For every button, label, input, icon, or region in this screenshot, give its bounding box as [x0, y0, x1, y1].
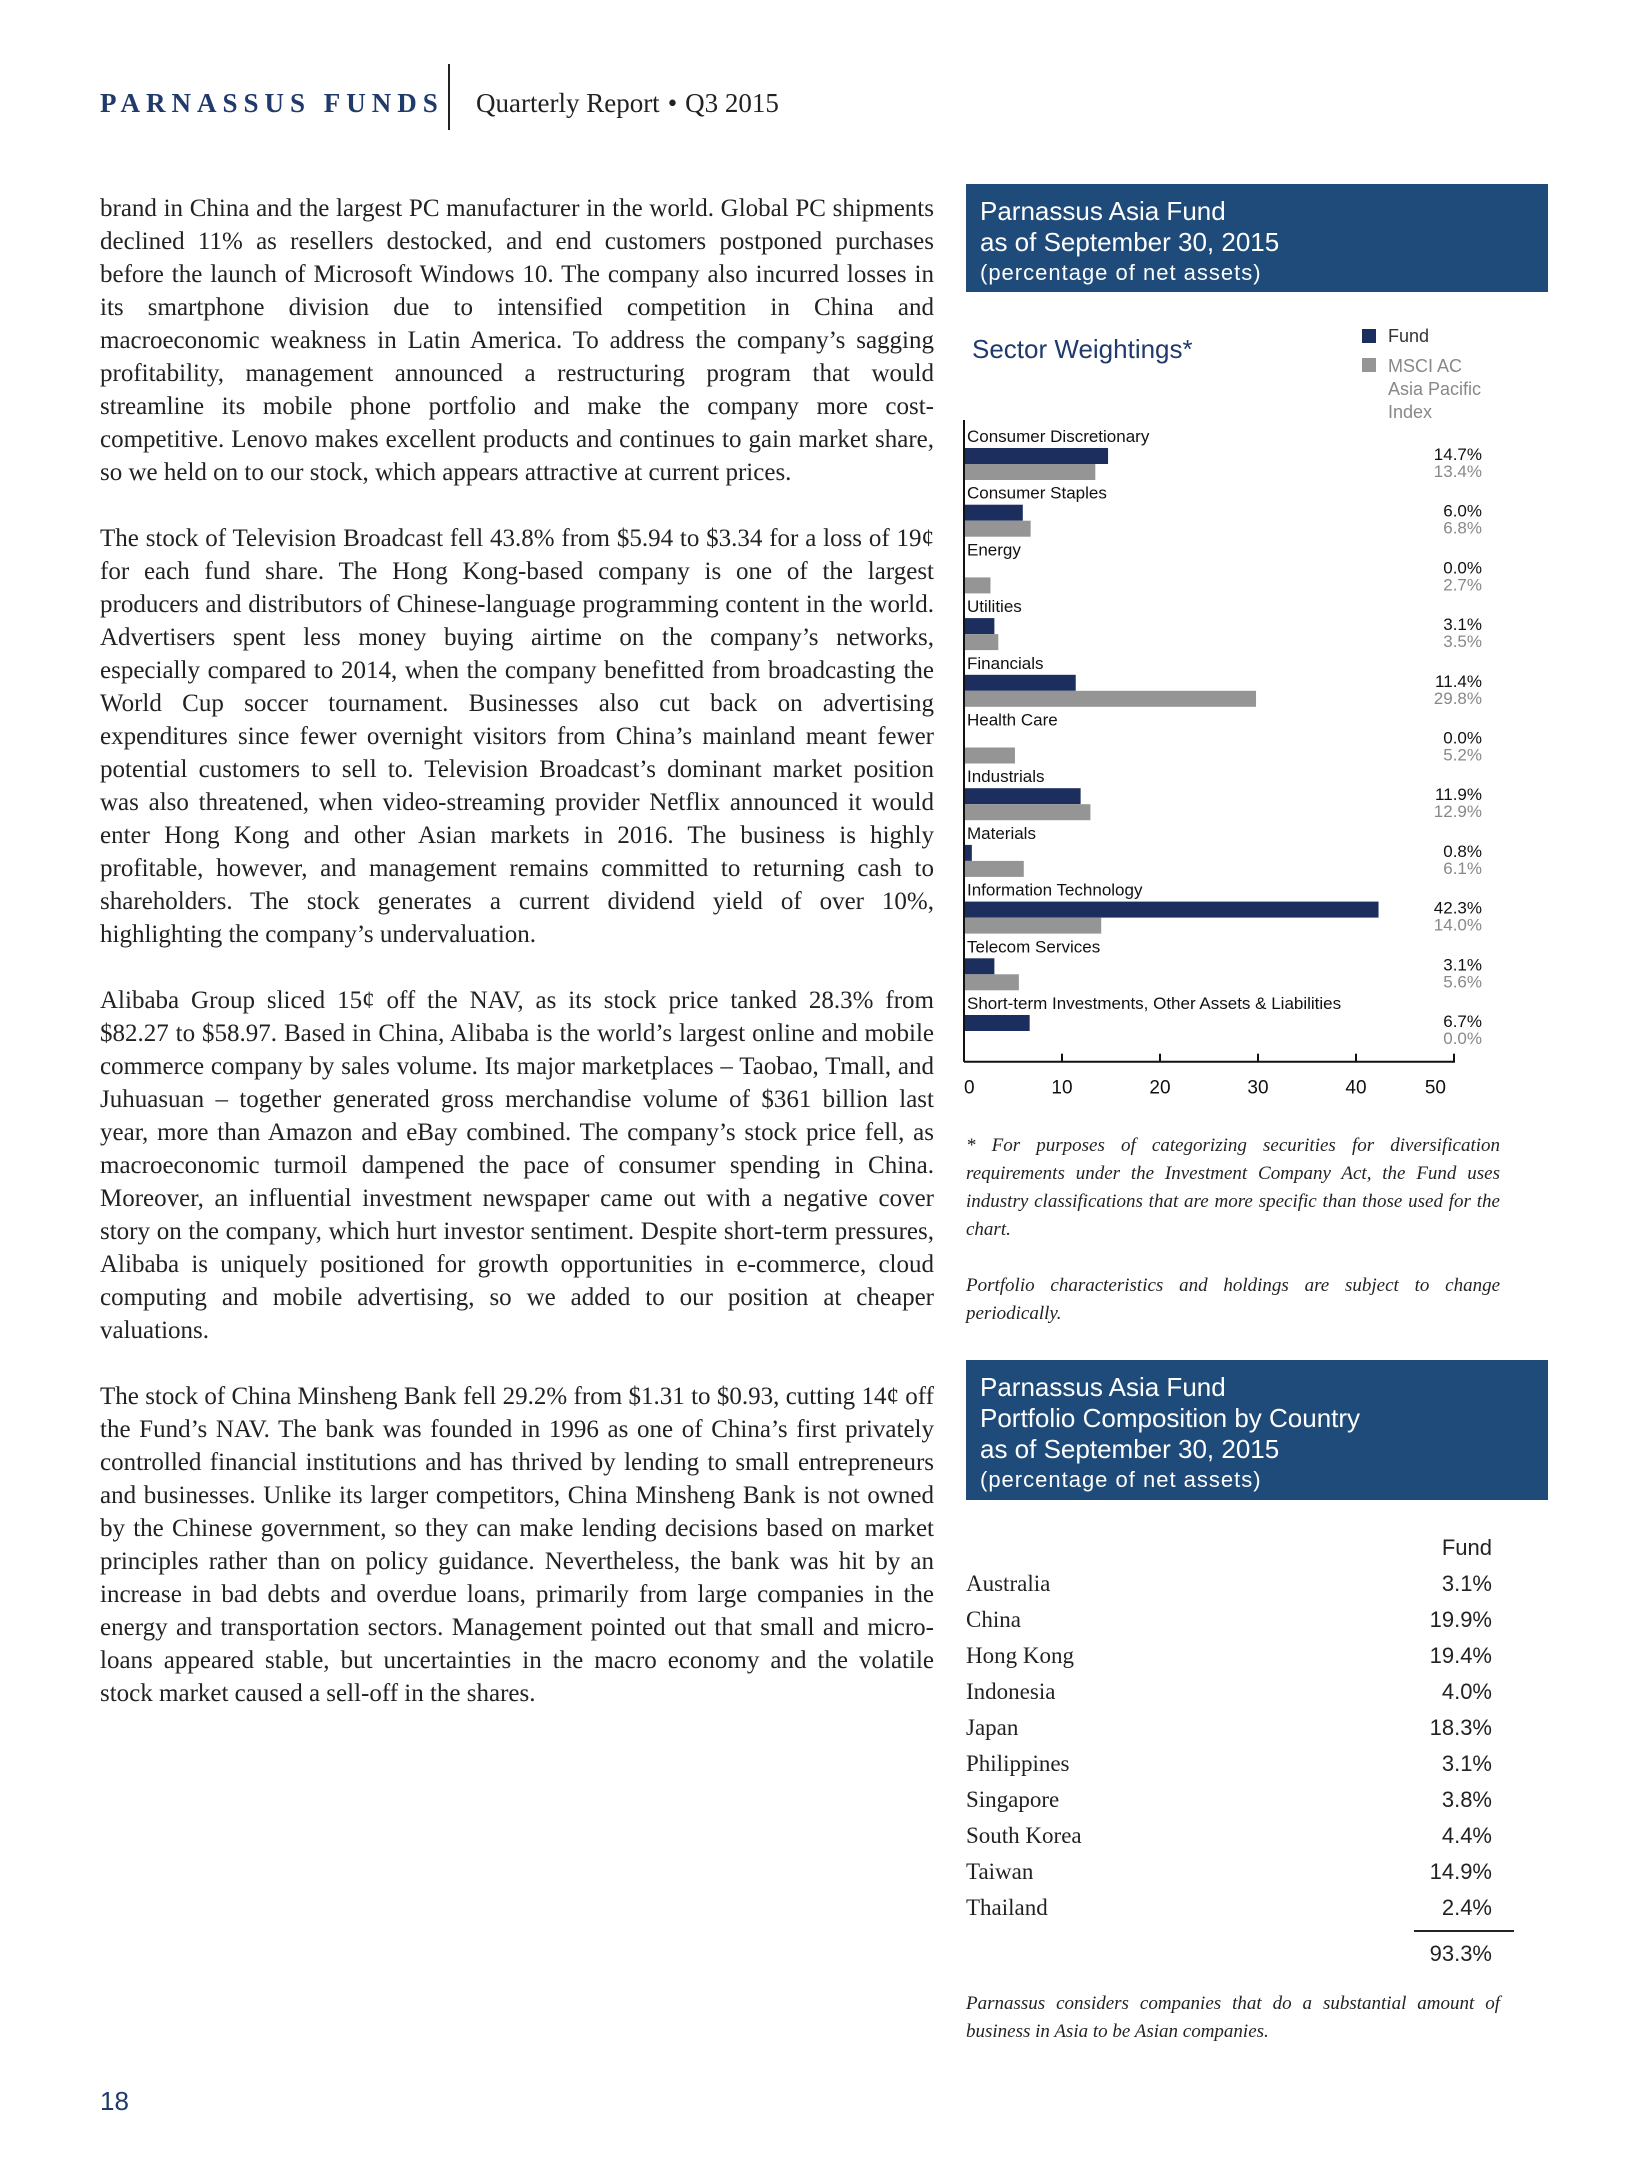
country-value: 19.4%	[1429, 1643, 1492, 1668]
table-row	[966, 1746, 1514, 1782]
x-tick-label: 50	[1424, 1077, 1446, 1098]
country-value: 18.3%	[1429, 1715, 1492, 1740]
report-title	[476, 88, 779, 119]
table-header-fund: Fund	[1441, 1535, 1492, 1560]
country-value: 14.9%	[1429, 1859, 1492, 1884]
country-name: China	[966, 1607, 1021, 1632]
value-label-fund: 6.7%	[1443, 1012, 1482, 1031]
sector-weightings-chart	[960, 418, 1520, 1098]
country-value: 3.1%	[1441, 1751, 1492, 1776]
country-name: Taiwan	[966, 1859, 1034, 1884]
value-label-index: 5.2%	[1443, 745, 1482, 765]
category-label: Utilities	[967, 597, 1022, 617]
footnote-classification: * For purposes of categorizing securities for diversification requirements under the Investment Company Act, the Fund uses industry classifications that are more specific than those used for the chart.	[966, 1135, 1500, 1240]
country-value: 4.4%	[1441, 1823, 1492, 1848]
category-label: Consumer Discretionary	[967, 427, 1150, 446]
value-label-fund: 0.0%	[1443, 558, 1482, 578]
country-name: Indonesia	[966, 1679, 1056, 1704]
table-row	[966, 1638, 1514, 1674]
bar-fund	[964, 958, 994, 974]
country-name: Japan	[966, 1715, 1019, 1740]
table-row	[966, 1854, 1514, 1890]
country-composition-table	[966, 1530, 1514, 1972]
category-label: Energy	[967, 540, 1021, 560]
category-label: Information Technology	[967, 880, 1143, 900]
table-row	[966, 1710, 1514, 1746]
country-value: 3.1%	[1441, 1571, 1492, 1596]
chart-title: Sector Weightings*	[972, 334, 1193, 364]
bar-fund	[964, 448, 1108, 464]
footnote-portfolio-change: Portfolio characteristics and holdings are subject to change periodically.	[966, 1275, 1500, 1324]
category-label: Telecom Services	[967, 937, 1101, 957]
legend-item-fund	[1362, 326, 1500, 347]
x-tick-label: 40	[1345, 1077, 1367, 1098]
country-box-title: Portfolio Composition by Country	[980, 1403, 1361, 1433]
category-label: Industrials	[967, 767, 1045, 787]
bar-index	[964, 974, 1019, 990]
category-label: Health Care	[967, 710, 1058, 730]
value-label-fund: 11.4%	[1435, 671, 1482, 691]
value-label-index: 13.4%	[1433, 462, 1482, 481]
x-tick-label: 0	[964, 1077, 975, 1098]
country-name: South Korea	[966, 1823, 1082, 1848]
chart-legend	[1362, 326, 1500, 432]
value-label-index: 29.8%	[1433, 688, 1482, 708]
category-label: Consumer Staples	[967, 483, 1107, 503]
body-paragraph: brand in China and the largest PC manufacturer in the world. Global PC shipments declined 11% as resellers destocked, and end customers postponed purchases before the launch of Microsoft Windows 10. The company also incurred losses in its smartphone division due to intensified competition in China and macroeconomic weakness in Latin America. To address the company’s sagging profitability, management announced a restructuring program that would streamline its mobile phone portfolio and make the company more cost-competitive. Lenovo makes excellent products and continues to gain market share, so we held on to our stock, which appears attractive at current prices.	[100, 195, 934, 486]
bar-index	[964, 748, 1015, 764]
table-row	[966, 1818, 1514, 1854]
category-label: Financials	[967, 653, 1044, 673]
value-label-index: 5.6%	[1443, 972, 1482, 992]
value-label-fund: 0.0%	[1443, 728, 1482, 748]
value-label-index: 6.1%	[1443, 858, 1482, 878]
bar-index	[964, 804, 1090, 820]
category-label: Short-term Investments, Other Assets & Liabilities	[967, 994, 1342, 1013]
value-label-fund: 14.7%	[1433, 445, 1482, 464]
country-name: Australia	[966, 1571, 1051, 1596]
country-name: Singapore	[966, 1787, 1060, 1812]
country-title-box	[966, 1360, 1548, 1500]
table-row	[966, 1566, 1514, 1602]
country-value: 2.4%	[1441, 1895, 1492, 1920]
body-paragraph: Alibaba Group sliced 15¢ off the NAV, as its stock price tanked 28.3% from $82.27 to $58.97. Based in China, Alibaba is the world’s largest online and mobile commerce company by sales volume. Its major marketplaces – Taobao, Tmall, and Juhuasuan – together generated gross merchandise volume of $361 billion last year, more than Amazon and eBay combined. The company’s stock price fell, as macroeconomic turmoil dampened the pace of consumer spending in China. Moreover, an influential investment newspaper came out with a negative cover story on the company, which hurt investor sentiment. Despite short-term pressures, Alibaba is uniquely positioned for growth opportunities in e-commerce, cloud computing and mobile advertising, so we added to our position at cheaper valuations.	[100, 987, 934, 1344]
legend-label-fund: Fund	[1388, 326, 1430, 346]
sector-title-box	[966, 184, 1548, 292]
bar-index	[964, 918, 1101, 934]
country-value: 4.0%	[1441, 1679, 1492, 1704]
table-total: 93.3%	[1429, 1941, 1492, 1966]
value-label-index: 3.5%	[1443, 632, 1482, 652]
country-value: 19.9%	[1429, 1607, 1492, 1632]
bar-fund	[964, 505, 1023, 521]
bar-index	[964, 634, 998, 650]
bar-index	[964, 464, 1095, 480]
header-divider	[448, 64, 450, 130]
value-label-fund: 11.9%	[1435, 785, 1482, 805]
bar-index	[964, 861, 1024, 877]
report-quarter: Q3 2015	[685, 88, 779, 118]
table-row	[966, 1782, 1514, 1818]
bullet-separator: •	[667, 88, 678, 118]
body-text-column	[100, 192, 934, 1743]
category-label: Materials	[967, 823, 1036, 843]
bar-index	[964, 691, 1256, 707]
footnote-asia-definition: Parnassus considers companies that do a substantial amount of business in Asia to be Asian companies.	[966, 1993, 1500, 2042]
bar-index	[964, 521, 1031, 537]
value-label-index: 12.9%	[1433, 802, 1482, 822]
table-row	[966, 1890, 1514, 1926]
value-label-index: 6.8%	[1443, 518, 1482, 538]
bar-fund	[964, 845, 972, 861]
legend-swatch-index	[1362, 358, 1376, 372]
legend-label-index: MSCI AC Asia Pacific Index	[1388, 356, 1482, 422]
country-box-fund-name: Parnassus Asia Fund	[980, 1372, 1226, 1402]
x-tick-label: 20	[1149, 1077, 1171, 1098]
value-label-fund: 0.8%	[1443, 841, 1482, 861]
bar-fund	[964, 902, 1379, 918]
bar-fund	[964, 788, 1081, 804]
body-paragraph: The stock of China Minsheng Bank fell 29.2% from $1.31 to $0.93, cutting 14¢ off the Fund’s NAV. The bank was founded in 1996 as one of China’s first privately controlled financial institutions and has thrived by lending to small entrepreneurs and businesses. Unlike its larger competitors, China Minsheng Bank is not owned by the Chinese government, so they can make lending decisions based on market principles rather than on policy guidance. Nevertheless, the bank was hit by an increase in bad debts and overdue loans, primarily from large companies in the energy and transportation sectors. Management pointed out that small and micro-loans appeared stable, but uncertainties in the macro economy and the volatile stock market caused a sell-off in the shares.	[100, 1383, 934, 1707]
country-name: Philippines	[966, 1751, 1070, 1776]
bar-fund	[964, 618, 994, 634]
country-name: Hong Kong	[966, 1643, 1074, 1668]
country-value: 3.8%	[1441, 1787, 1492, 1812]
sector-box-fund-name: Parnassus Asia Fund	[980, 196, 1226, 226]
value-label-fund: 3.1%	[1443, 615, 1482, 635]
legend-swatch-fund	[1362, 329, 1376, 343]
table-row	[966, 1674, 1514, 1710]
country-box-date: as of September 30, 2015	[980, 1434, 1280, 1464]
bar-index	[964, 577, 990, 593]
body-paragraph: The stock of Television Broadcast fell 43.8% from $5.94 to $3.34 for a loss of 19¢ for each fund share. The Hong Kong-based company is one of the largest producers and distributors of Chinese-language programming content in the world. Advertisers spent less money buying airtime on the company’s networks, especially compared to 2014, when the company benefitted from broadcasting the World Cup soccer tournament. Businesses also cut back on advertising expenditures since fewer overnight visitors from China’s mainland meant fewer potential customers to sell to. Television Broadcast’s dominant market position was also threatened, when video-streaming provider Netflix announced it would enter Hong Kong and other Asian markets in 2016. The business is highly profitable, however, and management remains committed to returning cash to shareholders. The stock generates a current dividend yield of over 10%, highlighting the company’s undervaluation.	[100, 525, 934, 948]
country-box-unit: (percentage of net assets)	[980, 1467, 1262, 1492]
country-name: Thailand	[966, 1895, 1048, 1920]
page-number: 18	[100, 2086, 129, 2116]
value-label-fund: 3.1%	[1443, 955, 1482, 975]
value-label-index: 14.0%	[1433, 915, 1482, 935]
bar-fund	[964, 1015, 1030, 1031]
sector-box-unit: (percentage of net assets)	[980, 260, 1262, 285]
x-tick-label: 30	[1247, 1077, 1269, 1098]
value-label-fund: 6.0%	[1443, 501, 1482, 521]
report-label: Quarterly Report	[476, 88, 660, 118]
x-tick-label: 10	[1051, 1077, 1073, 1098]
value-label-fund: 42.3%	[1433, 898, 1482, 918]
table-row	[966, 1602, 1514, 1638]
value-label-index: 0.0%	[1443, 1029, 1482, 1048]
sector-box-date: as of September 30, 2015	[980, 227, 1280, 257]
legend-item-index	[1362, 355, 1500, 424]
brand-name: PARNASSUS FUNDS	[100, 88, 444, 118]
bar-fund	[964, 675, 1076, 691]
value-label-index: 2.7%	[1443, 575, 1482, 595]
